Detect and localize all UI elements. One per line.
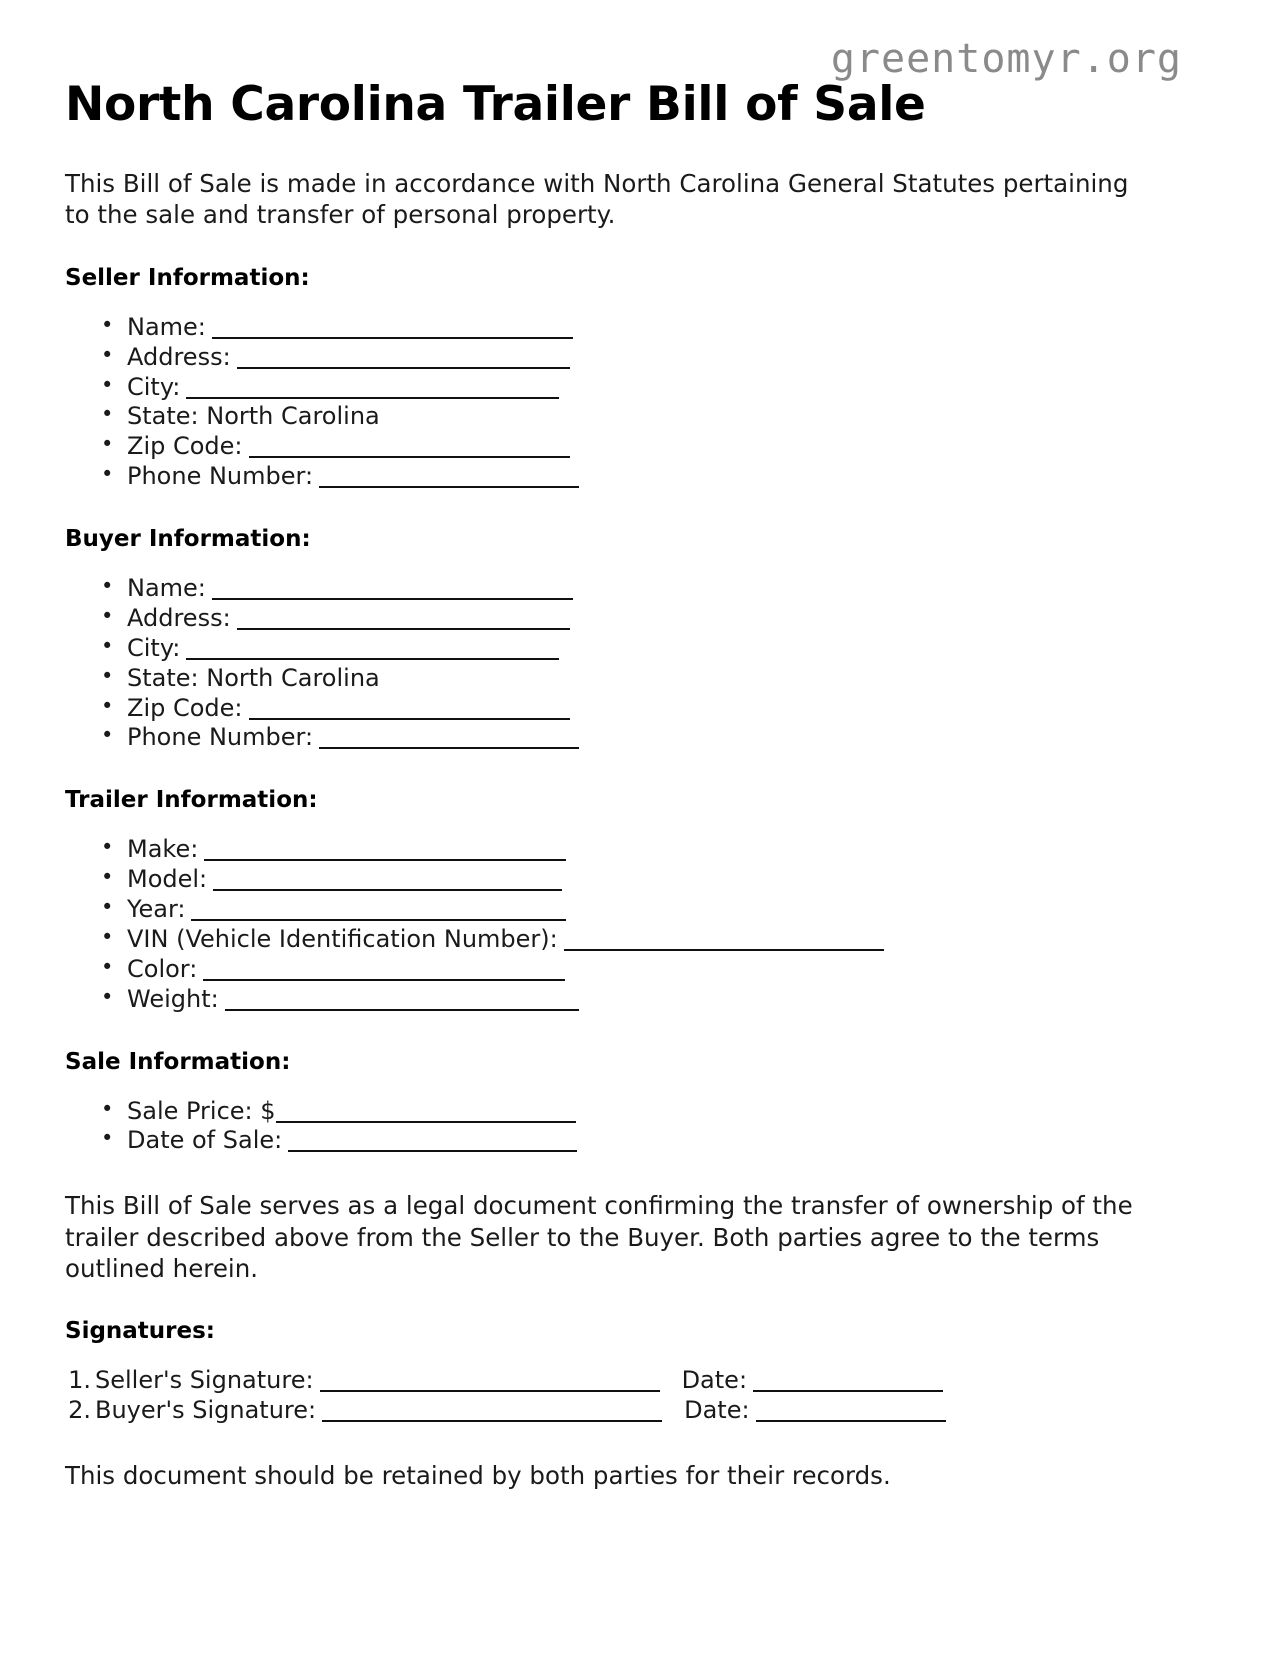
signature-list <box>65 1366 1140 1426</box>
trailer-color-field <box>127 955 1140 985</box>
trailer-vin-label: VIN (Vehicle Identification Number): <box>127 924 558 953</box>
seller-name-field <box>127 313 1140 343</box>
trailer-year-field <box>127 895 1140 925</box>
buyer-phone-label: Phone Number: <box>127 723 314 752</box>
trailer-color-label: Color: <box>127 954 198 983</box>
trailer-model-blank[interactable] <box>213 873 562 891</box>
seller-address-blank[interactable] <box>237 351 570 369</box>
trailer-model-label: Model: <box>127 865 208 894</box>
buyer-information-heading: Buyer Information: <box>65 526 311 553</box>
seller-zip-label: Zip Code: <box>127 432 243 461</box>
buyer-state-label: State: North Carolina <box>127 663 380 692</box>
trailer-field-list <box>65 835 1140 1014</box>
buyer-city-blank[interactable] <box>186 642 559 660</box>
buyer-name-blank[interactable] <box>212 582 573 600</box>
trailer-make-blank[interactable] <box>204 843 566 861</box>
sale-date-label: Date of Sale: <box>127 1126 283 1155</box>
sale-field-list <box>65 1097 1140 1157</box>
buyer-signature-row <box>95 1396 1140 1426</box>
intro-paragraph: This Bill of Sale is made in accordance with North Carolina General Statutes pertaining to the sale and transfer of personal property. <box>65 169 1129 230</box>
trailer-weight-field <box>127 985 1140 1015</box>
buyer-address-field <box>127 604 1140 634</box>
trailer-year-blank[interactable] <box>191 903 566 921</box>
buyer-signature-date-blank[interactable] <box>756 1404 946 1422</box>
site-watermark: greentomyr.org <box>830 36 1182 82</box>
buyer-address-label: Address: <box>127 603 231 632</box>
seller-address-field <box>127 343 1140 373</box>
buyer-zip-field <box>127 694 1140 724</box>
seller-city-label: City: <box>127 372 181 401</box>
buyer-zip-blank[interactable] <box>249 702 570 720</box>
buyer-signature-blank[interactable] <box>322 1404 662 1422</box>
seller-phone-field <box>127 462 1140 492</box>
seller-city-blank[interactable] <box>186 381 559 399</box>
trailer-color-blank[interactable] <box>203 963 565 981</box>
sale-date-field <box>127 1126 1140 1156</box>
trailer-model-field <box>127 865 1140 895</box>
buyer-zip-label: Zip Code: <box>127 693 243 722</box>
seller-field-list <box>65 313 1140 492</box>
buyer-city-label: City: <box>127 633 181 662</box>
page-title: North Carolina Trailer Bill of Sale <box>65 77 926 132</box>
buyer-name-label: Name: <box>127 574 206 603</box>
trailer-weight-blank[interactable] <box>225 993 579 1011</box>
seller-city-field <box>127 373 1140 403</box>
seller-state-field <box>127 402 1140 432</box>
buyer-signature-date-label: Date: <box>684 1396 750 1425</box>
seller-signature-label: Seller's Signature: <box>95 1366 314 1395</box>
sale-information-heading: Sale Information: <box>65 1048 291 1075</box>
trailer-weight-label: Weight: <box>127 984 219 1013</box>
seller-address-label: Address: <box>127 342 231 371</box>
trailer-vin-blank[interactable] <box>564 933 884 951</box>
document-content <box>65 78 1140 1525</box>
trailer-make-field <box>127 835 1140 865</box>
buyer-city-field <box>127 634 1140 664</box>
buyer-name-field <box>127 574 1140 604</box>
seller-name-blank[interactable] <box>212 321 573 339</box>
buyer-address-blank[interactable] <box>237 612 570 630</box>
sale-price-blank[interactable] <box>276 1105 576 1123</box>
seller-zip-field <box>127 432 1140 462</box>
closing-paragraph: This document should be retained by both parties for their records. <box>65 1461 891 1491</box>
buyer-state-field <box>127 664 1140 694</box>
buyer-phone-field <box>127 723 1140 753</box>
seller-name-label: Name: <box>127 312 206 341</box>
buyer-field-list <box>65 574 1140 753</box>
seller-signature-date-blank[interactable] <box>753 1374 943 1392</box>
trailer-information-heading: Trailer Information: <box>65 787 318 814</box>
trailer-make-label: Make: <box>127 835 199 864</box>
seller-information-heading: Seller Information: <box>65 264 310 291</box>
seller-phone-label: Phone Number: <box>127 462 314 491</box>
seller-phone-blank[interactable] <box>319 470 579 488</box>
legal-paragraph: This Bill of Sale serves as a legal document confirming the transfer of ownership of the trailer described above from the Seller to the Buyer. Both parties agree to the terms outlined herein. <box>65 1191 1133 1283</box>
sale-price-field <box>127 1097 1140 1127</box>
seller-zip-blank[interactable] <box>249 440 570 458</box>
trailer-vin-field <box>127 925 1140 955</box>
seller-signature-date-label: Date: <box>681 1366 748 1395</box>
trailer-year-label: Year: <box>127 895 186 924</box>
seller-signature-blank[interactable] <box>320 1374 660 1392</box>
seller-state-label: State: North Carolina <box>127 402 380 431</box>
signatures-heading: Signatures: <box>65 1318 216 1345</box>
seller-signature-row <box>95 1366 1140 1396</box>
buyer-phone-blank[interactable] <box>319 731 579 749</box>
sale-date-blank[interactable] <box>288 1134 577 1152</box>
sale-price-label: Sale Price: $ <box>127 1096 276 1125</box>
buyer-signature-label: Buyer's Signature: <box>95 1396 317 1425</box>
